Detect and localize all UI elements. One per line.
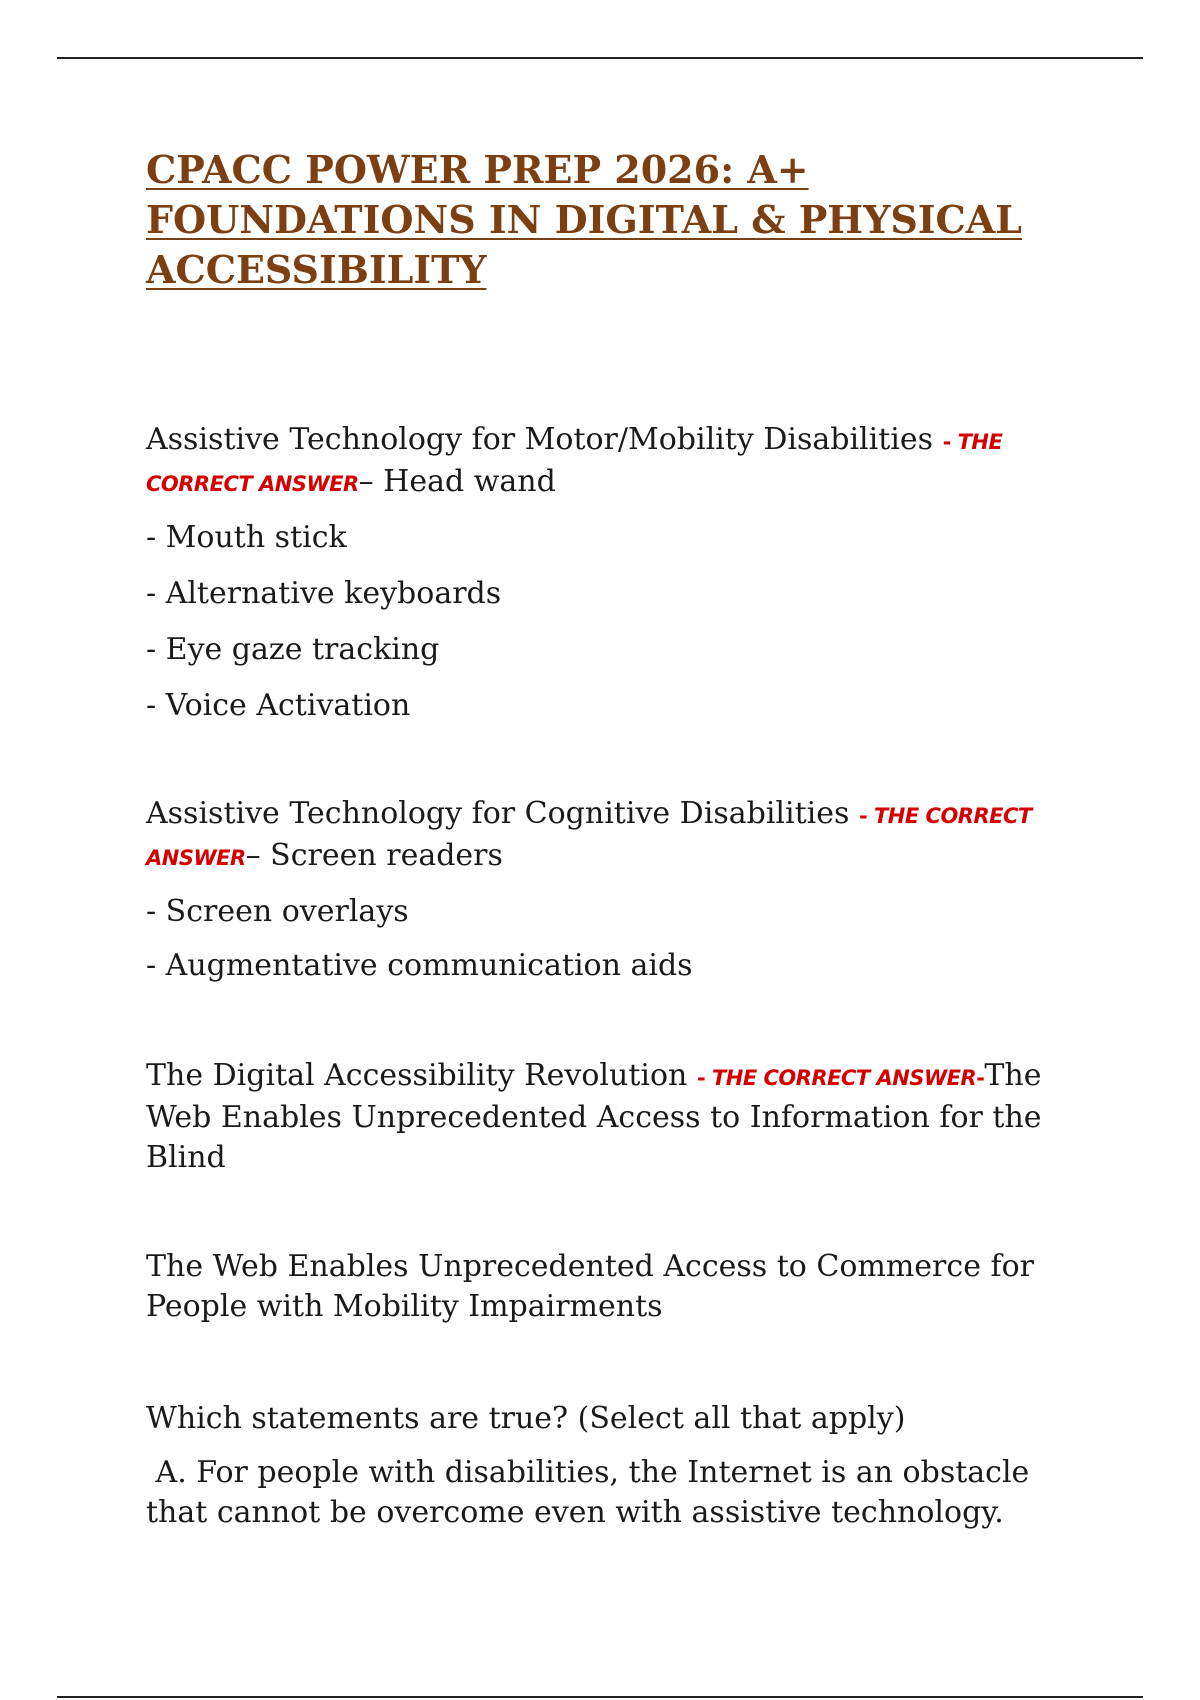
question-text	[146, 420, 1046, 504]
answer-text: – Head wand	[358, 464, 556, 499]
option-a: A. For people with disabilities, the Internet is an obstacle that cannot be overcome even with assistive technology.	[146, 1455, 1039, 1530]
question-label: Assistive Technology for Cognitive Disabilities	[146, 796, 850, 831]
correct-answer-label: THE CORRECT ANSWER	[711, 1066, 977, 1090]
document-title	[146, 145, 1046, 295]
section-cognitive	[146, 794, 1046, 986]
correct-answer-marker: - THE CORRECT ANSWER-	[696, 1066, 985, 1090]
answer-text: The Web Enables Unprecedented Access to Information for the Blind	[146, 1058, 1042, 1175]
list-item: - Eye gaze tracking	[146, 632, 440, 667]
list-item: - Screen overlays	[146, 894, 409, 929]
question-label: The Digital Accessibility Revolution	[146, 1058, 688, 1093]
question-text	[146, 1056, 1046, 1178]
list-item: - Alternative keyboards	[146, 576, 502, 611]
question-block	[146, 1399, 1046, 1533]
list-item: - Voice Activation	[146, 688, 411, 723]
correct-answer-label: THE CORRECT ANSWER	[146, 804, 1032, 870]
question-prompt: Which statements are true? (Select all that apply)	[146, 1401, 906, 1436]
paragraph-commerce	[146, 1247, 1046, 1327]
question-label: Assistive Technology for Motor/Mobility Disabilities	[146, 422, 934, 457]
question-text	[146, 794, 1046, 878]
correct-answer-marker: - THE CORRECT ANSWER	[146, 804, 1032, 870]
answer-list	[146, 518, 1046, 726]
answer-text: – Screen readers	[245, 838, 503, 873]
title-line-3: ACCESSIBILITY	[146, 247, 487, 292]
list-item: - Augmentative communication aids	[146, 948, 693, 983]
list-item: - Mouth stick	[146, 520, 347, 555]
section-motor-mobility	[146, 420, 1046, 726]
bottom-rule	[57, 1696, 1143, 1698]
section-digital-revolution	[146, 1056, 1046, 1178]
answer-list	[146, 892, 1046, 986]
paragraph-text: The Web Enables Unprecedented Access to Commerce for People with Mobility Impairments	[146, 1249, 1034, 1324]
top-rule	[57, 57, 1143, 59]
title-line-2: FOUNDATIONS IN DIGITAL & PHYSICAL	[146, 197, 1023, 242]
correct-answer-label: THE CORRECT ANSWER	[146, 430, 1003, 496]
title-line-1: CPACC POWER PREP 2026: A+	[146, 147, 809, 192]
correct-answer-marker: - THE CORRECT ANSWER	[146, 430, 1003, 496]
